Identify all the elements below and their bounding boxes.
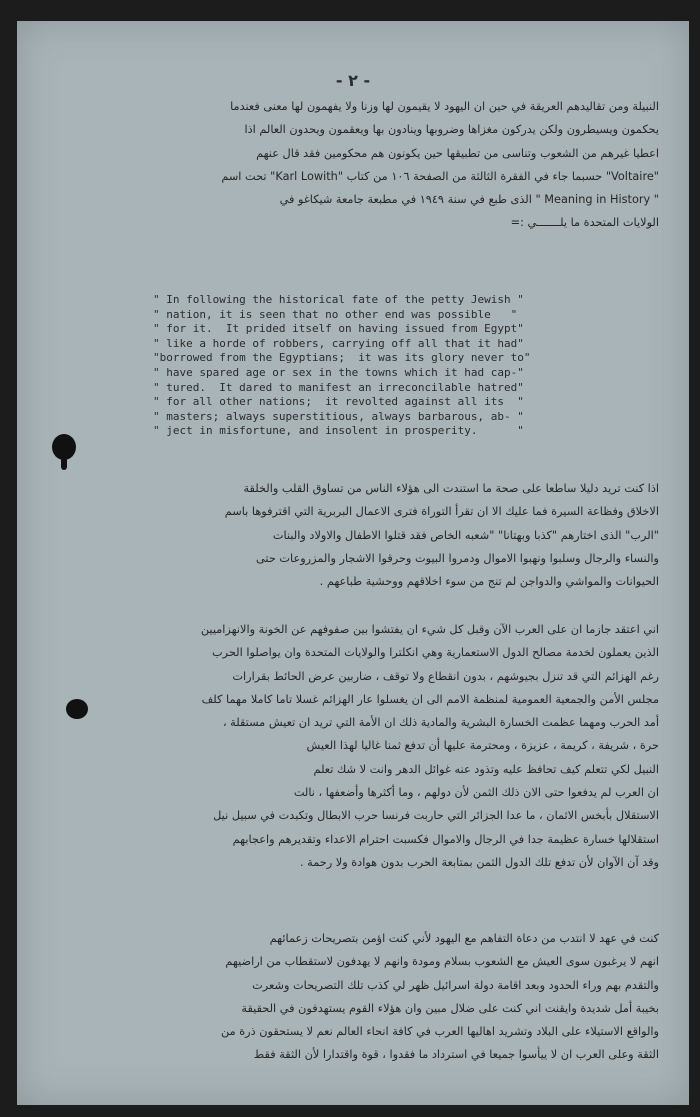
text-line: "Voltaire" حسبما جاء في الفقرة الثالثة من الصفحة ١٠٦ من كتاب "Karl Lowith" تحت اسم: [221, 169, 659, 183]
text-line: والتقدم بهم وراء الحدود وبعد اقامة دولة اسرائيل ظهر لي كذب تلك التصريحات وشعرت: [252, 978, 659, 992]
paragraph-2: [59, 477, 659, 593]
text-line: الثقة وعلى العرب ان لا ييأسوا جميعا في استرداد ما فقدوا ، قوة واقتدارا لأن الثقة فقط: [253, 1048, 659, 1062]
paragraph-1: [59, 95, 659, 235]
quote-line: " for it. It prided itself on having issued from Egypt": [153, 322, 524, 336]
text-line: وقد آن الآوان لأن تدفع تلك الدول الثمن بمتابعة الحرب بدون هوادة ولا رحمة .: [299, 855, 659, 869]
paragraph-4: [59, 927, 659, 1067]
text-line: النبيل لكي تتعلم كيف تحافظ عليه وتذود عنه غوائل الدهر وانت لا شك تعلم: [313, 762, 659, 776]
text-line: والنساء والرجال وسلبوا ونهبوا الاموال ودمروا البيوت وحرقوا الاشجار والمزروعات حتى: [256, 551, 659, 565]
text-line: حرة ، شريفة ، كريمة ، عزيزة ، ومحترمة عليها أن تدفع ثمنا غاليا لهذا العيش: [306, 739, 659, 753]
quote-line: " for all other nations; it revolted against all its ": [153, 395, 524, 409]
text-line: النبيلة ومن تقاليدهم العريقة في حين ان اليهود لا يقيمون لها وزنا ولا يفهمون لها معنى فعندما: [230, 100, 659, 113]
quote-line: " tured. It dared to manifest an irreconcilable hatred": [153, 380, 524, 394]
text-line: أمد الحرب ومهما عظمت الخسارة البشرية والمادية ذلك ان الأمة التي تريد ان تعيش مستقلة ،: [222, 716, 659, 730]
text-line: رغم الهزائم التي قد تنزل بجيوشهم ، بدون انقطاع ولا توقف ، ضاربين عرض الحائط بقرارات: [232, 669, 659, 683]
text-line: اعطيا غيرهم من الشعوب وتناسى من تطبيقها حين يكونون هم محكومين فقد قال عنهم: [256, 146, 659, 160]
document-page: [17, 21, 689, 1105]
text-line: والواقع الاستيلاء على البلاد وتشريد اهاليها العرب في كافة انحاء العالم نعم لا يستحقون ذرة من: [220, 1025, 659, 1039]
page-number: - ٢ -: [335, 71, 371, 90]
text-line: الولايات المتحدة ما يلـــــــي :=: [510, 216, 659, 230]
text-line: الاخلاق وفظاعة السيرة فما عليك الا ان تقرأ التوراة فترى الاعمال البربرية التي اقترفوها باسم: [224, 505, 659, 519]
text-line: اذا كنت تريد دليلا ساطعا على صحة ما استندت الى هؤلاء الناس من تساوق القلب والخلقة: [243, 482, 659, 495]
ink-blot: [52, 434, 76, 460]
text-line: " Meaning in History " الذى طبع في سنة ١٩٤٩ في مطبعة جامعة شيكاغو في: [279, 193, 659, 207]
text-line: "الرب" الذى اختارهم "كذبا وبهتانا" "شعبه الخاص فقد قتلوا الاطفال والاولاد والبنات: [272, 528, 659, 542]
quote-line: " nation, it is seen that no other end was possible ": [153, 307, 518, 321]
text-line: الحيوانات والمواشي والدواجن لم تنج من سوء اخلاقهم ووحشية طباعهم .: [319, 575, 659, 589]
text-line: مجلس الأمن والجمعية العمومية لمنظمة الامم الى ان يغسلوا عار الهزائم غسلا تاما كاملا مهما كلف: [201, 692, 659, 706]
text-line: كنت في عهد لا انتدب من دعاة التفاهم مع اليهود لأني كنت اؤمن بتصريحات زعمائهم: [269, 932, 659, 945]
english-quote: [153, 293, 633, 439]
text-line: بخيبة أمل شديدة وايقنت اني كنت على ضلال مبين وان هؤلاء القوم يستهدفون في الحقيقة: [241, 1001, 659, 1015]
text-line: يحكمون ويسيطرون ولكن يدركون مغزاها وضروبها وينادون بها ويعقمون ويحدون العالم اذا: [244, 123, 659, 137]
quote-line: " In following the historical fate of the petty Jewish ": [153, 293, 524, 306]
paragraph-3: [59, 618, 659, 874]
text-line: اني اعتقد جازما ان على العرب الآن وقبل كل شيء ان يفتشوا بين صفوفهم عن الخونة والانهزاميين: [200, 623, 659, 636]
text-line: ان العرب لم يدفعوا حتى الان ذلك الثمن لأن دولهم ، وما أكثرها وأضعفها ، نالت: [293, 786, 659, 800]
quote-line: " like a horde of robbers, carrying off all that it had": [153, 336, 524, 350]
text-line: الاستقلال بأبخس الاثمان ، ما عدا الجزائر التي حاربت فرنسا حرب الابطال وتكبدت في سبيل نيل: [213, 809, 659, 823]
quote-line: " masters; always superstitious, always barbarous, ab- ": [153, 409, 524, 423]
text-line: استقلالها خسارة عظيمة جدا في الرجال والاموال فكسبت احترام الاعداء وتقديرهم واعجابهم: [232, 832, 659, 846]
text-line: الذين يعملون لخدمة مصالح الدول الاستعمارية وهي انكلترا والولايات المتحدة وان يواصلوا الحرب: [212, 646, 659, 660]
text-line: انهم لا يرغبون سوى العيش مع الشعوب بسلام ومودة وانهم لا يهدفون لاستقطاب من اراضيهم: [225, 955, 659, 969]
quote-line: " have spared age or sex in the towns which it had cap-": [153, 365, 524, 379]
quote-line: " ject in misfortune, and insolent in prosperity. ": [153, 424, 524, 438]
quote-line: "borrowed from the Egyptians; it was its glory never to": [153, 351, 531, 365]
